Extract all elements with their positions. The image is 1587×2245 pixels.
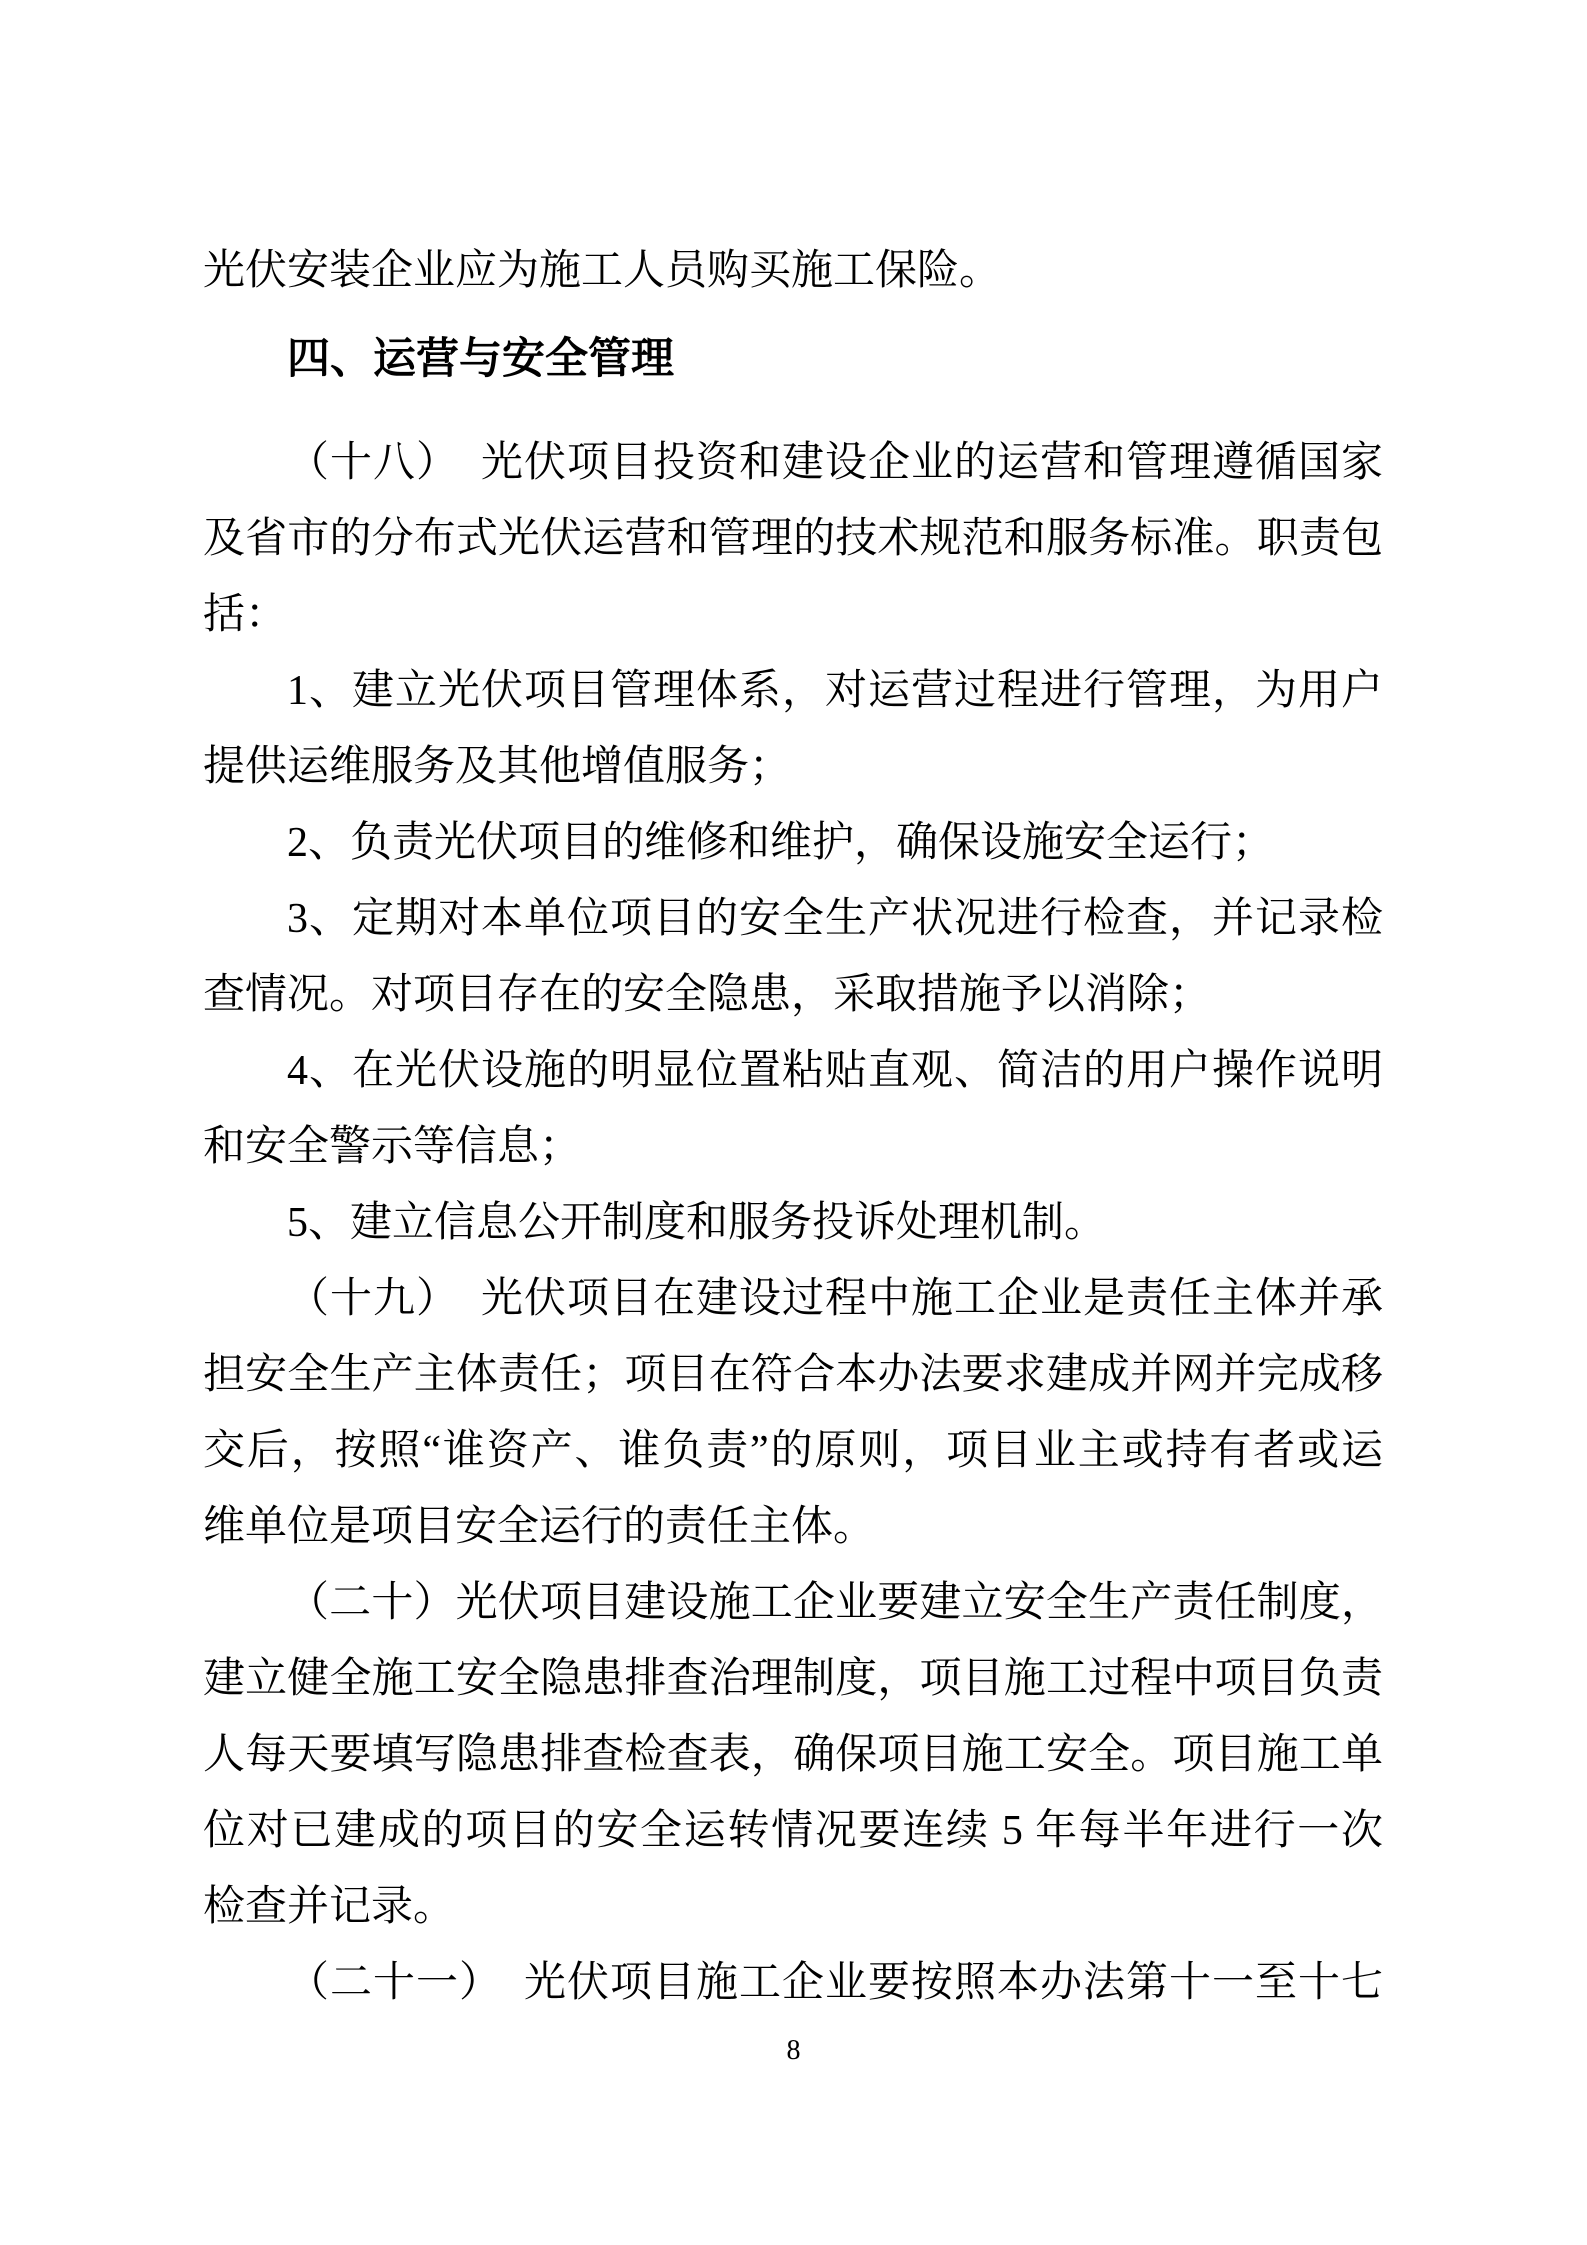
text-line: 提供运维服务及其他增值服务； xyxy=(203,744,792,790)
document-body xyxy=(203,233,1383,2021)
text-line: 2、负责光伏项目的维修和维护，确保设施安全运行； xyxy=(287,820,1275,866)
text-line: （十九） 光伏项目在建设过程中施工企业是责任主体并承 xyxy=(287,1276,1383,1322)
text-line: （十八） 光伏项目投资和建设企业的运营和管理遵循国家 xyxy=(287,440,1383,486)
text-line: （二十一） 光伏项目施工企业要按照本办法第十一至十七 xyxy=(287,1960,1383,2006)
text-line: 维单位是项目安全运行的责任主体。 xyxy=(203,1504,876,1550)
section-heading: 四、运营与安全管理 xyxy=(287,335,674,383)
text-line: 5、建立信息公开制度和服务投诉处理机制。 xyxy=(287,1200,1107,1246)
text-line: 交后，按照“谁资产、谁负责”的原则，项目业主或持有者或运 xyxy=(203,1428,1383,1474)
text-line: 建立健全施工安全隐患排查治理制度，项目施工过程中项目负责 xyxy=(203,1656,1383,1702)
text-line: 和安全警示等信息； xyxy=(203,1124,582,1170)
text-line: 担安全生产主体责任；项目在符合本办法要求建成并网并完成移 xyxy=(203,1352,1383,1398)
text-line: 光伏安装企业应为施工人员购买施工保险。 xyxy=(203,248,1002,294)
page-footer xyxy=(0,2036,1587,2066)
text-line: 1、建立光伏项目管理体系，对运营过程进行管理，为用户 xyxy=(287,668,1383,714)
text-line: 4、在光伏设施的明显位置粘贴直观、简洁的用户操作说明 xyxy=(287,1048,1383,1094)
text-line: 3、定期对本单位项目的安全生产状况进行检查，并记录检 xyxy=(287,896,1383,942)
text-line: 及省市的分布式光伏运营和管理的技术规范和服务标准。职责包 xyxy=(203,516,1383,562)
text-line: 括： xyxy=(203,592,288,638)
page-number: 8 xyxy=(786,2035,801,2066)
text-line: （二十）光伏项目建设施工企业要建立安全生产责任制度， xyxy=(287,1580,1383,1626)
text-line: 位对已建成的项目的安全运转情况要连续 5 年每半年进行一次 xyxy=(203,1808,1383,1854)
text-line: 检查并记录。 xyxy=(203,1884,456,1930)
text-line: 人每天要填写隐患排查检查表，确保项目施工安全。项目施工单 xyxy=(203,1732,1383,1778)
text-line: 查情况。对项目存在的安全隐患，采取措施予以消除； xyxy=(203,972,1212,1018)
